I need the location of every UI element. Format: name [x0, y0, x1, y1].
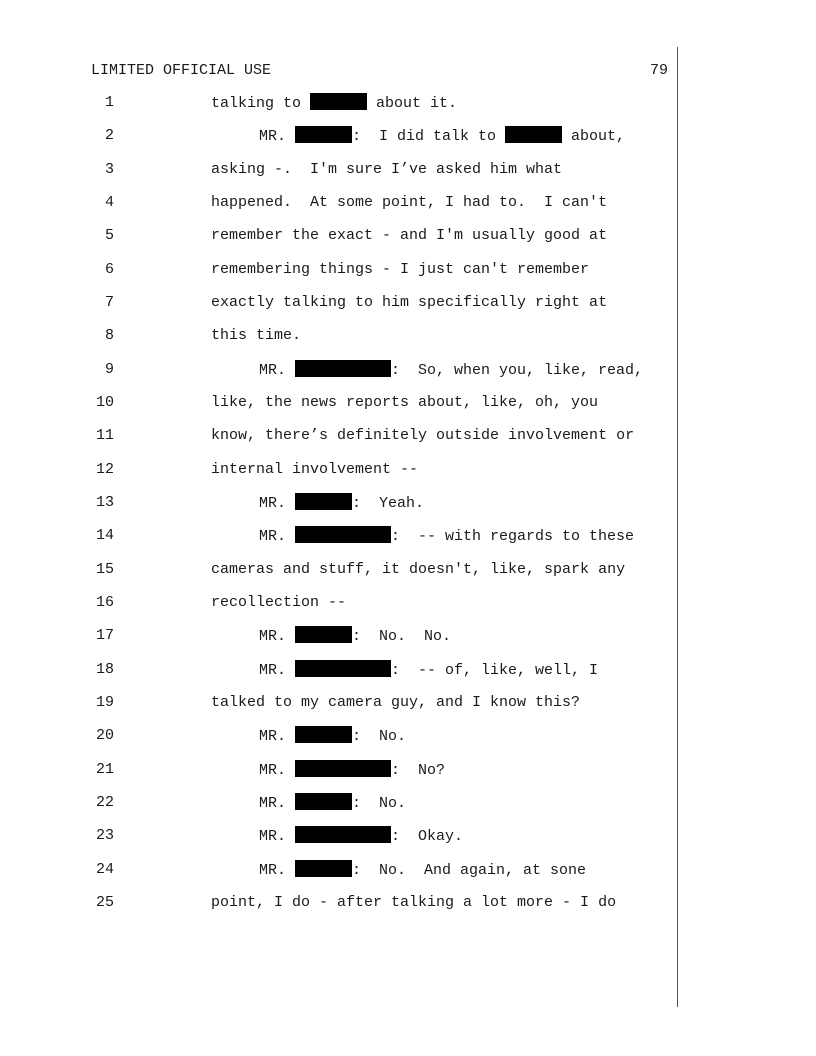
line-text: MR. : No. No.: [259, 628, 452, 645]
line-number: 21: [95, 761, 114, 778]
line-text: exactly talking to him specifically right at: [211, 294, 608, 311]
transcript-line: [0, 293, 680, 313]
line-number: 14: [95, 527, 114, 544]
line-number: 8: [104, 327, 114, 344]
line-number: 16: [95, 594, 114, 611]
line-text: know, there’s definitely outside involvement or: [211, 427, 635, 444]
line-text: MR. : Okay.: [259, 828, 464, 845]
transcript-line: [0, 626, 680, 646]
line-number: 10: [95, 394, 114, 411]
redaction-box: [295, 526, 391, 543]
transcript-line: [0, 593, 680, 613]
line-text: like, the news reports about, like, oh, you: [211, 394, 599, 411]
redaction-box: [295, 760, 391, 777]
transcript-line: [0, 860, 680, 880]
line-number: 20: [95, 727, 114, 744]
transcript-line: [0, 393, 680, 413]
redaction-box: [295, 726, 352, 743]
transcript-line: [0, 526, 680, 546]
line-number: 23: [95, 827, 114, 844]
line-text: MR. : Yeah.: [259, 495, 425, 512]
line-number: 12: [95, 461, 114, 478]
redaction-box: [295, 860, 352, 877]
transcript-line: [0, 126, 680, 146]
line-text: MR. : -- of, like, well, I: [259, 662, 599, 679]
line-number: 9: [104, 361, 114, 378]
transcript-line: [0, 93, 680, 113]
transcript-line: [0, 460, 680, 480]
line-text: cameras and stuff, it doesn't, like, spark any: [211, 561, 626, 578]
line-number: 1: [104, 94, 114, 111]
transcript-line: [0, 893, 680, 913]
line-text: internal involvement --: [211, 461, 419, 478]
line-number: 18: [95, 661, 114, 678]
transcript-line: [0, 493, 680, 513]
line-text: MR. : No. And again, at sone: [259, 862, 587, 879]
line-text: MR. : I did talk to about,: [259, 128, 626, 145]
transcript-line: [0, 660, 680, 680]
line-text: happened. At some point, I had to. I can't: [211, 194, 608, 211]
line-text: remember the exact - and I'm usually good at: [211, 227, 608, 244]
line-number: 19: [95, 694, 114, 711]
line-number: 3: [104, 161, 114, 178]
line-number: 25: [95, 894, 114, 911]
line-number: 4: [104, 194, 114, 211]
transcript-line: [0, 793, 680, 813]
line-text: remembering things - I just can't remember: [211, 261, 590, 278]
transcript-line: [0, 260, 680, 280]
transcript-line: [0, 826, 680, 846]
line-number: 6: [104, 261, 114, 278]
transcript-line: [0, 693, 680, 713]
line-number: 15: [95, 561, 114, 578]
classification-header: LIMITED OFFICIAL USE: [91, 62, 272, 79]
line-number: 13: [95, 494, 114, 511]
transcript-line: [0, 326, 680, 346]
line-text: MR. : No?: [259, 762, 446, 779]
transcript-line: [0, 726, 680, 746]
line-number: 5: [104, 227, 114, 244]
line-number: 2: [104, 127, 114, 144]
line-text: MR. : So, when you, like, read,: [259, 362, 644, 379]
transcript-line: [0, 226, 680, 246]
line-text: this time.: [211, 327, 302, 344]
line-text: MR. : No.: [259, 795, 407, 812]
line-text: recollection --: [211, 594, 347, 611]
redaction-box: [295, 360, 391, 377]
transcript-line: [0, 360, 680, 380]
transcript-line: [0, 160, 680, 180]
line-number: 11: [95, 427, 114, 444]
redaction-box: [295, 493, 352, 510]
line-text: talked to my camera guy, and I know this?: [211, 694, 581, 711]
line-number: 7: [104, 294, 114, 311]
line-number: 22: [95, 794, 114, 811]
transcript-line: [0, 426, 680, 446]
transcript-line: [0, 193, 680, 213]
redaction-box: [505, 126, 562, 143]
line-number: 24: [95, 861, 114, 878]
line-text: talking to about it.: [211, 95, 458, 112]
redaction-box: [295, 826, 391, 843]
transcript-line: [0, 760, 680, 780]
redaction-box: [310, 93, 367, 110]
redaction-box: [295, 626, 352, 643]
redaction-box: [295, 126, 352, 143]
line-text: point, I do - after talking a lot more - I do: [211, 894, 617, 911]
line-text: asking -. I'm sure I’ve asked him what: [211, 161, 563, 178]
redaction-box: [295, 660, 391, 677]
line-text: MR. : No.: [259, 728, 407, 745]
line-number: 17: [95, 627, 114, 644]
line-text: MR. : -- with regards to these: [259, 528, 635, 545]
redaction-box: [295, 793, 352, 810]
page-number: 79: [649, 62, 668, 79]
transcript-line: [0, 560, 680, 580]
